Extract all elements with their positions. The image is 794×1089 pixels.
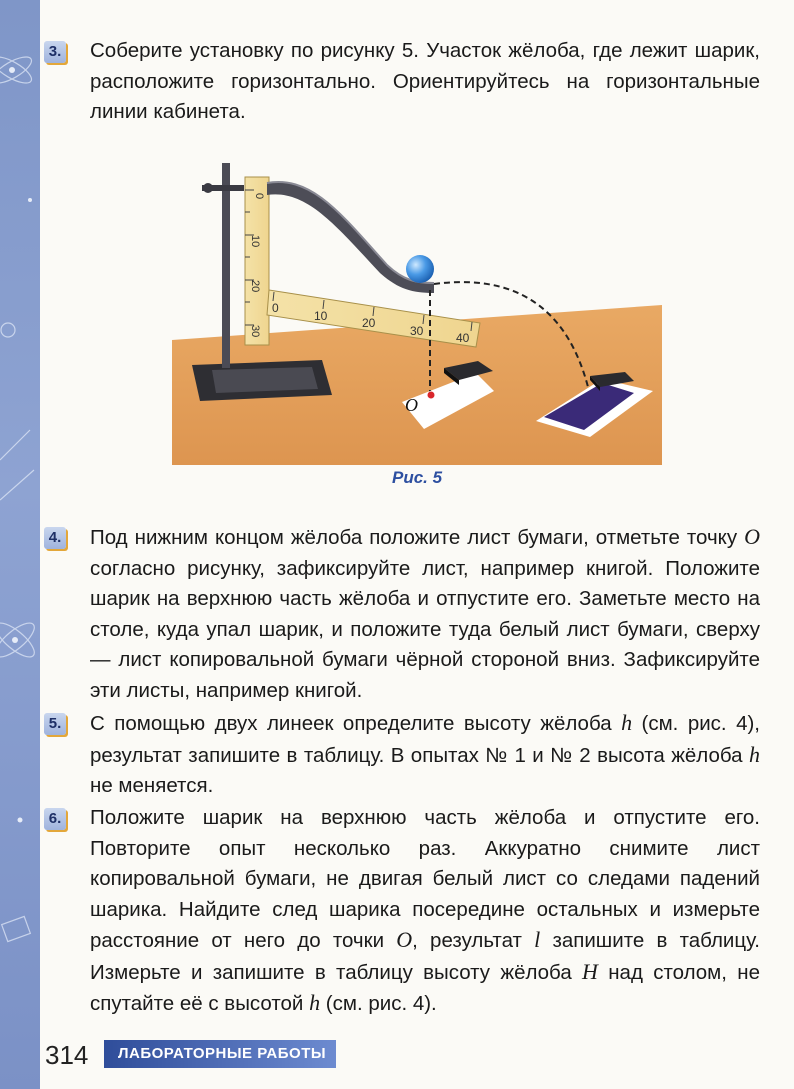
variable-big-h: H: [582, 958, 598, 984]
step-number-badge: 6.: [44, 808, 66, 830]
step-5: [40, 708, 760, 802]
variable-h: h: [621, 710, 633, 735]
variable-h: h: [309, 990, 321, 1015]
vertical-ruler: [245, 177, 269, 345]
side-decoration-strip: [0, 0, 40, 1089]
variable-o: O: [744, 524, 760, 549]
section-title-bar: ЛАБОРАТОРНЫЕ РАБОТЫ: [104, 1040, 336, 1068]
vertical-ruler-tick-label: 0: [253, 193, 265, 200]
atom-pattern-decoration: [0, 0, 40, 1089]
step-number-badge: 4.: [44, 527, 66, 549]
step-5-text: С помощью двух линеек определите высоту жёлоба h (см. рис. 4), результат запишите в таблицу. В опытах № 1 и № 2 высота жёлоба h не меняется.: [90, 710, 760, 797]
step-4-text: Под нижним концом жёлоба положите лист бумаги, отметьте точку O согласно рисунку, зафиксируйте лист, например книгой. Положите шарик на верхнюю часть жёлоба и отпустите его. Заметьте место на столе, куда упал шарик, и положите туда белый лист бумаги, сверху — лист копировальной бумаги чёрной стороной вниз. Зафиксируйте эти листы, например книгой.: [90, 524, 760, 702]
vertical-ruler-tick-label: 30: [249, 325, 261, 338]
point-o-marker: [428, 392, 435, 399]
figure-caption: Рис. 5: [392, 468, 443, 487]
vertical-ruler-tick-label: 20: [249, 280, 261, 293]
step-number-badge: 5.: [44, 713, 66, 735]
step-3: [40, 36, 760, 128]
variable-l: l: [534, 927, 541, 952]
horizontal-ruler-tick-label: 10: [314, 309, 328, 323]
horizontal-ruler-tick-label: 0: [272, 301, 279, 315]
steel-ball: [406, 255, 434, 283]
step-number-badge: 3.: [44, 41, 66, 63]
step-3-text: Соберите установку по рисунку 5. Участок жёлоба, где лежит шарик, расположите горизонтально. Ориентируйтесь на горизонтальные линии кабинета.: [90, 39, 760, 123]
step-6-text: Положите шарик на верхнюю часть жёлоба и отпустите его. Повторите опыт несколько раз. Аккуратно снимите лист копировальной бумаги, не двигая белый лист со следами падений шарика. Найдите след шарика посередине остальных и измерьте расстояние от него до точки O, результат l запишите в таблицу. Измерьте и запишите в таблицу высоту жёлоба H над столом, не спутайте её с высотой h (см. рис. 4).: [90, 806, 761, 1015]
vertical-ruler-tick-label: 10: [249, 235, 261, 248]
page-number: 314: [45, 1040, 89, 1070]
variable-o: O: [396, 927, 413, 952]
horizontal-ruler-tick-label: 40: [456, 331, 470, 345]
step-4: [40, 522, 760, 706]
horizontal-ruler-tick-label: 30: [410, 324, 424, 338]
step-6: [40, 803, 760, 1020]
horizontal-ruler-tick-label: 20: [362, 316, 376, 330]
point-o-label: O: [405, 395, 418, 415]
figure-5-illustration: [172, 155, 662, 465]
stand-rod: [222, 163, 230, 368]
variable-h: h: [749, 741, 760, 767]
